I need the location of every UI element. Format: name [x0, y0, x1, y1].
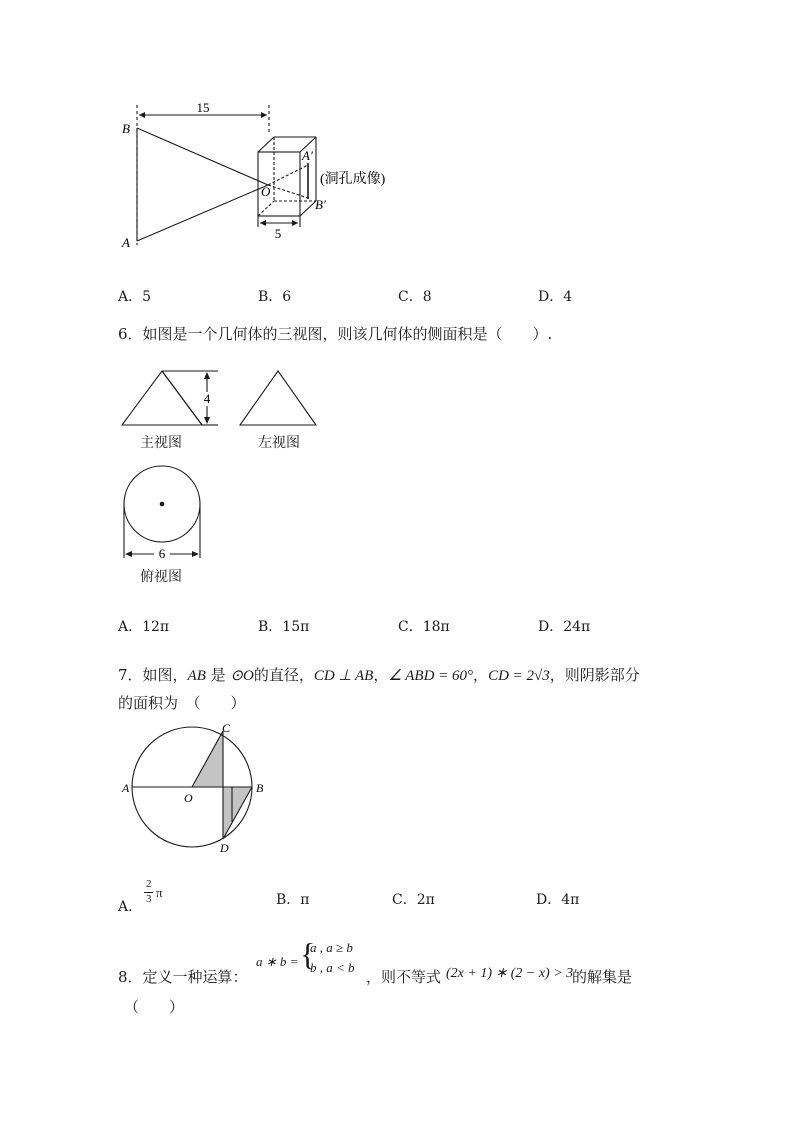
point-a-label: A — [122, 235, 130, 250]
q7-stem-line1 — [118, 664, 640, 685]
left-view-label: 左视图 — [258, 435, 300, 451]
q8-case-2: b , a < b — [310, 960, 355, 975]
point-o-label-q7: O — [184, 791, 193, 805]
three-view-left-figure — [236, 365, 320, 431]
q5-option-c[interactable]: C．8 — [398, 289, 432, 305]
q7-option-d[interactable]: D．4π — [536, 892, 580, 908]
q8-answer-paren: （ ） — [124, 998, 185, 1016]
q6-option-d[interactable]: D．24π — [538, 619, 591, 635]
top-view-label: 俯视图 — [140, 569, 182, 585]
q8-inequality: (2x + 1) ∗ (2 − x) > 3 — [446, 966, 574, 981]
dim-6-label: 6 — [158, 546, 166, 561]
brace-icon: { — [300, 936, 316, 972]
point-d-label: D — [220, 841, 229, 855]
q8-case-1: a , a ≥ b — [310, 940, 353, 955]
q7-option-a-numerator: 2 — [146, 878, 152, 890]
q7-option-c[interactable]: C．2π — [392, 892, 435, 908]
three-view-top-figure — [118, 462, 208, 562]
q8-prefix: 8．定义一种运算： — [118, 968, 248, 986]
q7-ab: AB — [187, 668, 206, 684]
q6-option-b[interactable]: B．15π — [258, 619, 310, 635]
point-o-label: O — [261, 184, 271, 199]
q7-option-a-denominator: 3 — [146, 893, 152, 905]
point-b-prime-label: B′ — [315, 197, 326, 212]
q7-comma-2: ， — [473, 666, 489, 684]
q7-diameter-text: 的直径， — [253, 666, 314, 684]
point-a-prime-label: A′ — [302, 148, 313, 163]
circle-shaded-figure — [114, 718, 274, 858]
q7-angle: ∠ ABD = 60° — [388, 668, 474, 684]
pinhole-caption: (洞孔成像) — [320, 172, 386, 187]
q7-is: 是 — [205, 666, 231, 684]
q7-option-b[interactable]: B．π — [276, 892, 310, 908]
q6-option-a[interactable]: A．12π — [118, 619, 170, 635]
q8-mid: ，则不等式 — [366, 968, 442, 986]
three-view-front-figure — [118, 365, 228, 431]
q8-definition-lhs: a ∗ b = — [256, 954, 299, 969]
q7-cd-length: CD = 2√3 — [488, 668, 550, 684]
q7-option-a-prefix: A． — [118, 899, 143, 915]
q7-option-a-pi: π — [156, 885, 163, 900]
pinhole-imaging-figure — [110, 95, 410, 255]
q7-number: 7．如图， — [118, 666, 188, 684]
q7-circle-o: ⊙O — [230, 668, 254, 684]
q6-stem: 6．如图是一个几何体的三视图，则该几何体的侧面积是（ ）. — [118, 325, 553, 343]
point-b-label: B — [122, 121, 130, 136]
dim-15-label: 15 — [196, 100, 210, 115]
q5-option-a[interactable]: A．5 — [118, 289, 152, 305]
point-b-label-q7: B — [256, 781, 264, 795]
front-view-label: 主视图 — [140, 435, 182, 451]
dim-4-label: 4 — [203, 391, 211, 406]
point-c-label: C — [222, 721, 231, 735]
q5-option-d[interactable]: D．4 — [538, 289, 573, 305]
q7-comma: ， — [373, 666, 389, 684]
q5-option-b[interactable]: B．6 — [258, 289, 292, 305]
point-a-label-q7: A — [122, 781, 130, 795]
q7-perpendicular: CD ⊥ AB — [313, 668, 374, 684]
dim-5-label: 5 — [274, 226, 282, 241]
q7-stem-line2: 的面积为 （ ） — [118, 694, 246, 712]
q8-suffix: 的解集是 — [572, 968, 633, 986]
q7-tail: ，则阴影部分 — [549, 666, 640, 684]
q6-option-c[interactable]: C．18π — [398, 619, 450, 635]
